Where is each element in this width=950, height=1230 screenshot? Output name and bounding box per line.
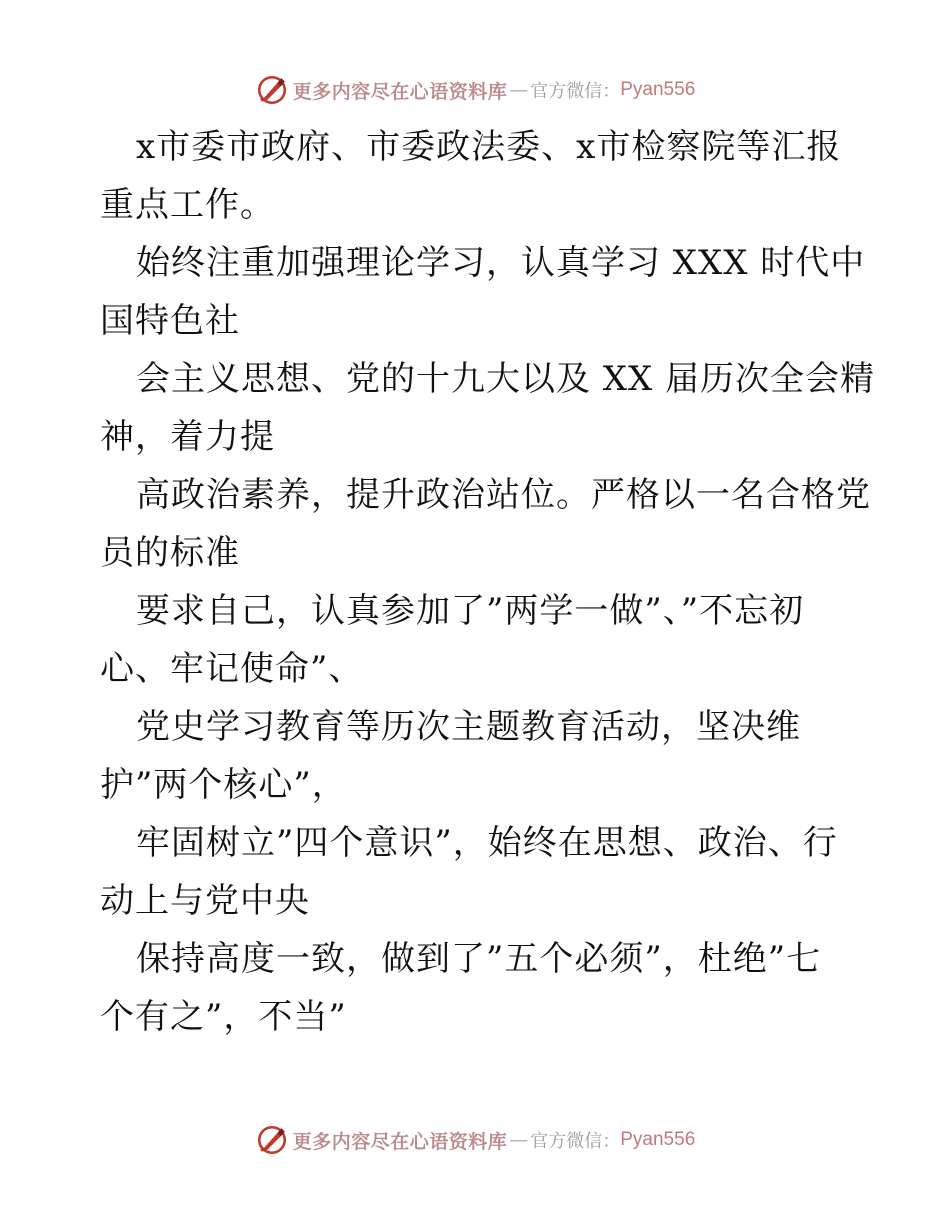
text-line: 要求自己，认真参加了”两学一做”、”不忘初 — [136, 591, 805, 631]
text-line: 重点工作。 — [100, 185, 275, 225]
text-line: 个有之”，不当” — [100, 997, 347, 1037]
banner-dash: — — [509, 1129, 529, 1151]
banner-dash: — — [509, 79, 529, 101]
banner-site-text: 更多内容尽在心语资料库 — [292, 1130, 508, 1153]
banner-wechat-label: 官方微信： — [530, 1131, 621, 1152]
document-body — [100, 118, 876, 1046]
text-line: 国特色社 — [100, 301, 240, 341]
banner-wechat-id: Pyan556 — [620, 1129, 696, 1150]
text-line: 始终注重加强理论学习，认真学习 XXX 时代中 — [136, 243, 866, 283]
text-line: x市委市政府、市委政法委、x市检察院等汇报 — [136, 127, 842, 167]
text-line: 神，着力提 — [100, 417, 275, 457]
text-line: 党史学习教育等历次主题教育活动，坚决维 — [136, 707, 801, 747]
text-line: 心、牢记使命”、 — [100, 649, 364, 689]
footer-banner — [0, 1120, 950, 1160]
header-banner — [0, 70, 950, 110]
text-line: 会主义思想、党的十九大以及 XX 届历次全会精 — [136, 359, 876, 399]
text-line: 高政治素养，提升政治站位。严格以一名合格党 — [136, 475, 871, 515]
text-line: 牢固树立”四个意识”，始终在思想、政治、行 — [136, 823, 838, 863]
banner-site-text: 更多内容尽在心语资料库 — [292, 80, 508, 103]
text-line: 保持高度一致，做到了”五个必须”，杜绝”七 — [136, 939, 822, 979]
text-line: 动上与党中央 — [100, 881, 310, 921]
pen-nib-logo-icon — [255, 1123, 289, 1157]
text-line: 护”两个核心”， — [100, 765, 347, 805]
banner-wechat-id: Pyan556 — [620, 79, 696, 100]
text-line: 员的标准 — [100, 533, 240, 573]
pen-nib-logo-icon — [255, 73, 289, 107]
banner-wechat-label: 官方微信： — [530, 81, 621, 102]
